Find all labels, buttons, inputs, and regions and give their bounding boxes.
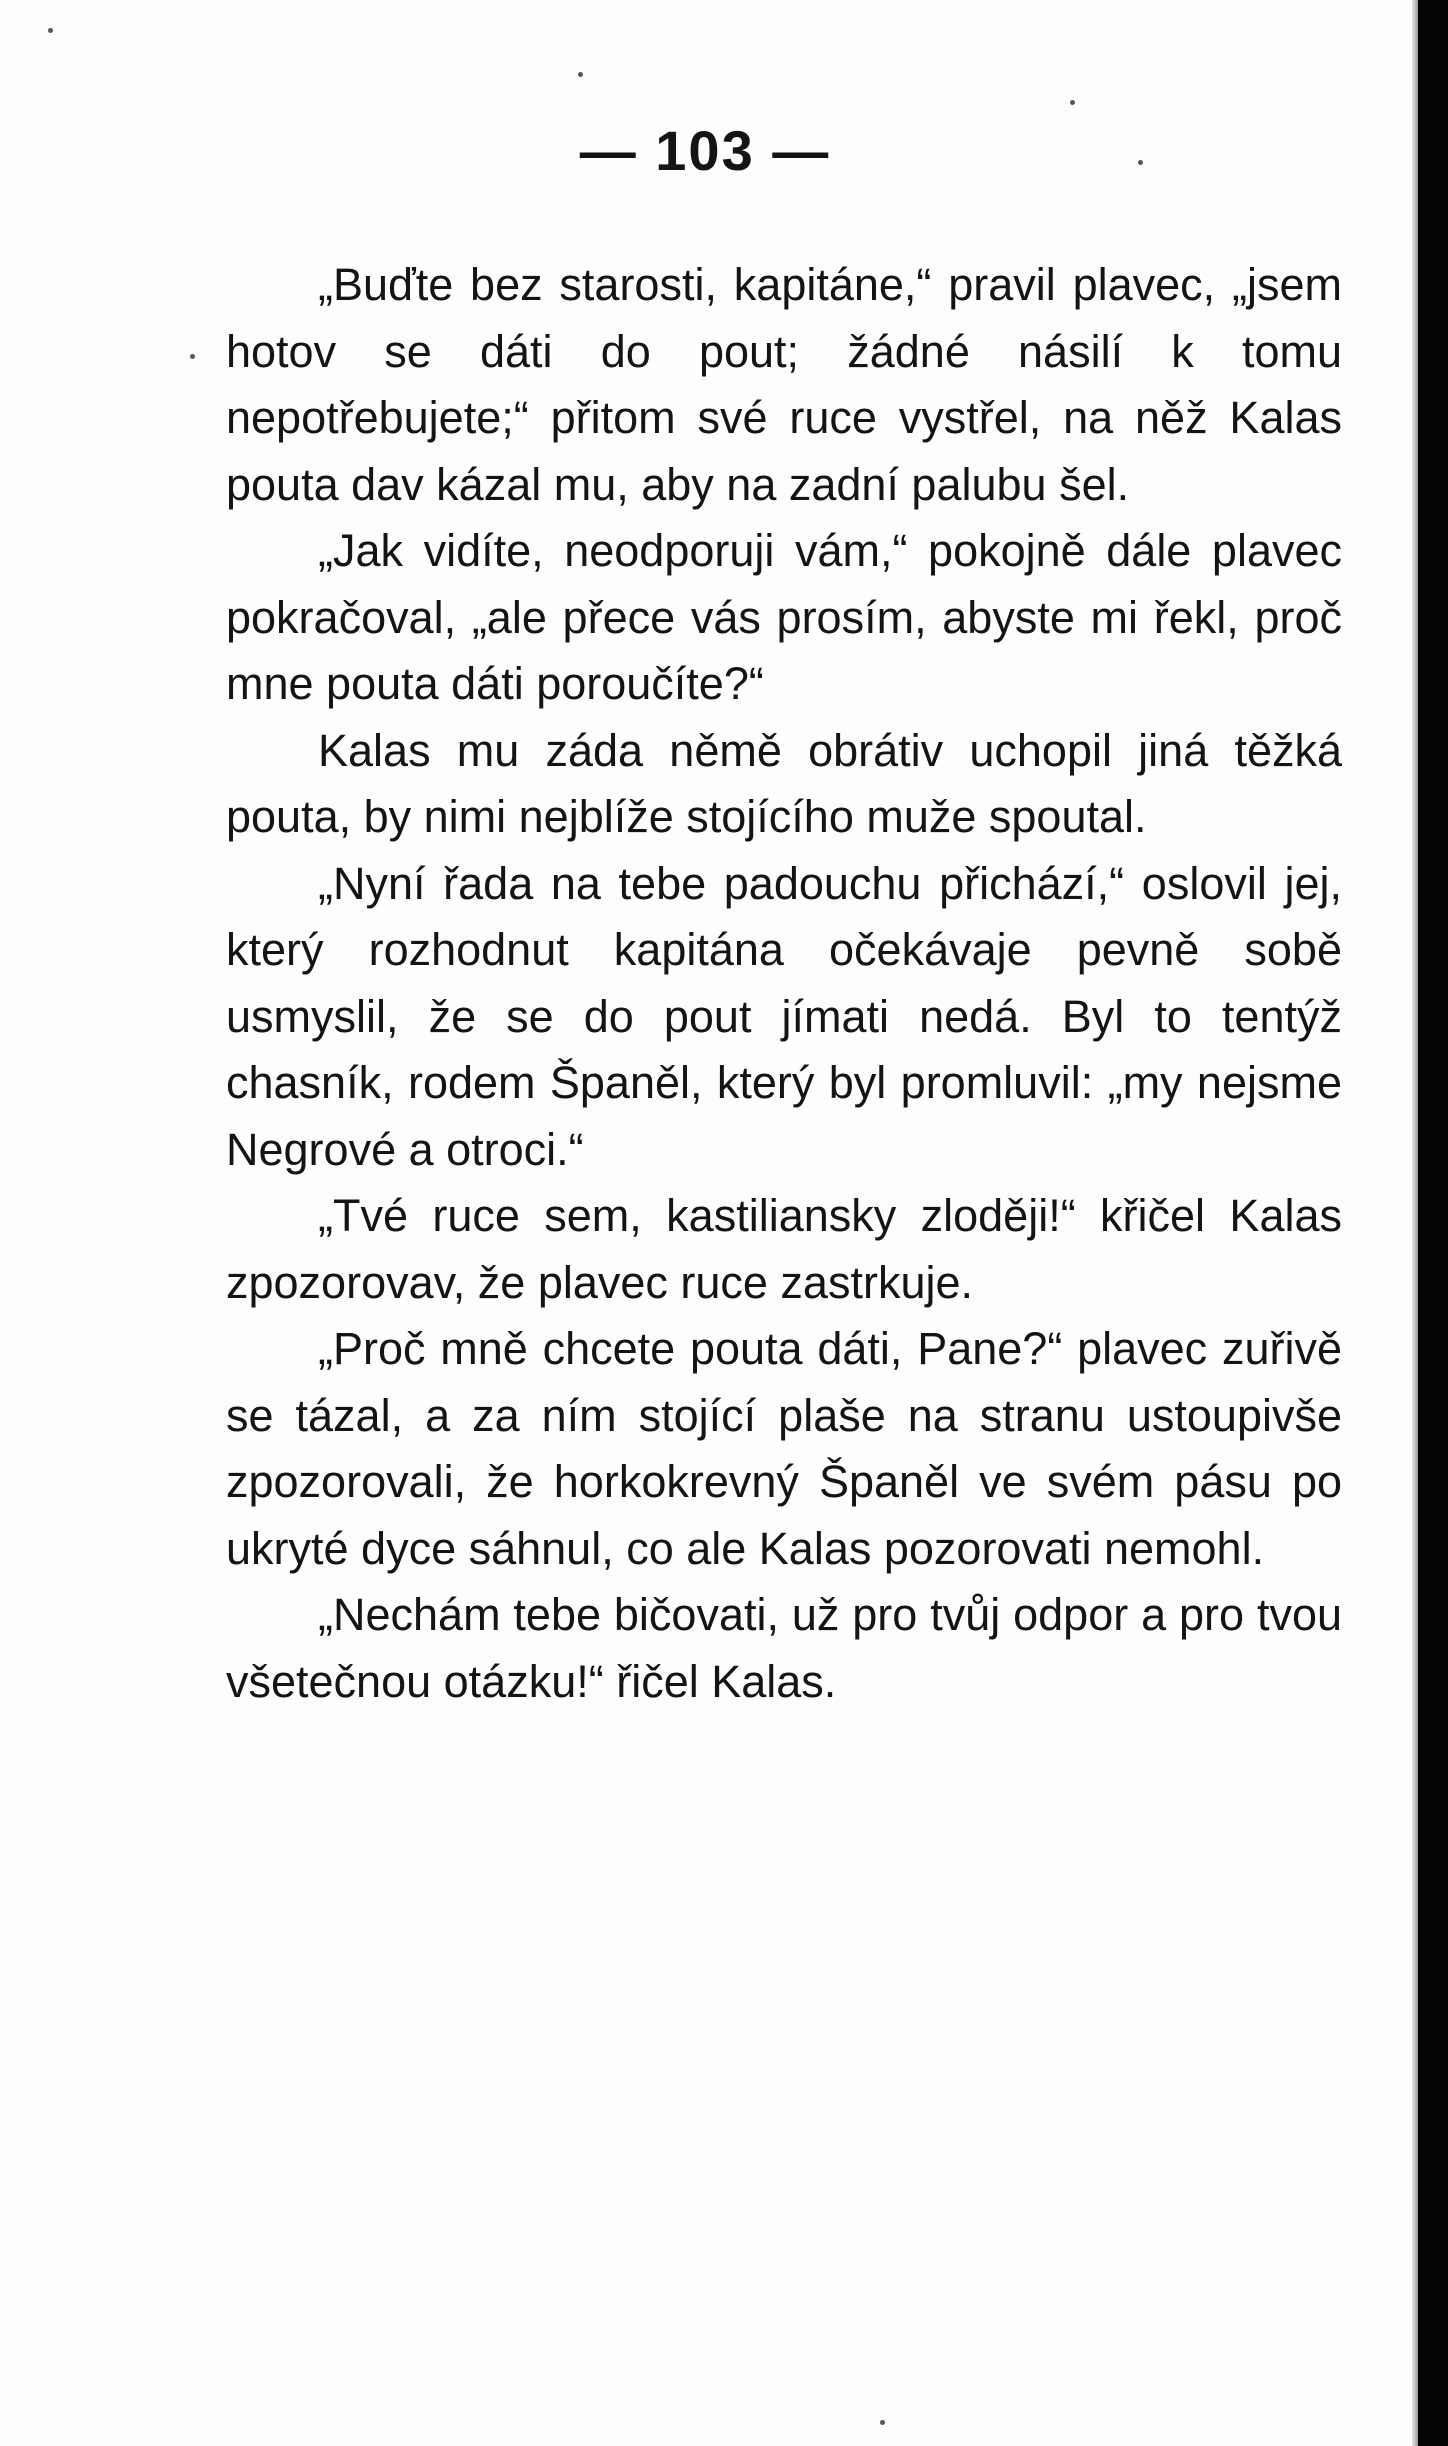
scan-speck xyxy=(1070,100,1075,105)
paragraph: „Nechám tebe bičovati, už pro tvůj odpor a pro tvou všetečnou otázku!“ řičel Kalas. xyxy=(226,1589,1342,1707)
body-text xyxy=(226,252,1342,1715)
scan-speck xyxy=(880,2420,885,2425)
paragraph: „Buďte bez starosti, kapitáne,“ pravil plavec, „jsem hotov se dáti do pout; žádné násilí k tomu nepotřebujete;“ přitom své ruce vystřel, na něž Kalas pouta dav kázal mu, aby na zadní palubu šel. xyxy=(226,259,1342,510)
scan-speck xyxy=(578,72,583,77)
paragraph: „Jak vidíte, neodporuji vám,“ pokojně dále plavec pokračoval, „ale přece vás prosím, abyste mi řekl, proč mne pouta dáti poroučíte?“ xyxy=(226,525,1342,709)
scan-border xyxy=(1418,0,1448,2446)
paragraph: „Nyní řada na tebe padouchu přichází,“ oslovil jej, který rozhodnut kapitána očekávaje pevně sobě usmyslil, že se do pout jímati nedá. Byl to tentýž chasník, rodem Španěl, který byl promluvil: „my nejsme Negrové a otroci.“ xyxy=(226,857,1342,1175)
scan-speck xyxy=(190,354,195,359)
page-number: — 103 — xyxy=(579,119,831,182)
paragraph: Kalas mu záda němě obrátiv uchopil jiná těžká pouta, by nimi nejblíže stojícího muže spoutal. xyxy=(226,724,1342,842)
scan-speck xyxy=(48,28,53,33)
paragraph: „Tvé ruce sem, kastiliansky zloději!“ křičel Kalas zpozorovav, že plavec ruce zastrkuje. xyxy=(226,1190,1342,1308)
paragraph: „Proč mně chcete pouta dáti, Pane?“ plavec zuřivě se tázal, a za ním stojící plaše na stranu ustoupivše zpozorovali, že horkokrevný Španěl ve svém pásu po ukryté dyce sáhnul, co ale Kalas pozorovati nemohl. xyxy=(226,1323,1342,1574)
